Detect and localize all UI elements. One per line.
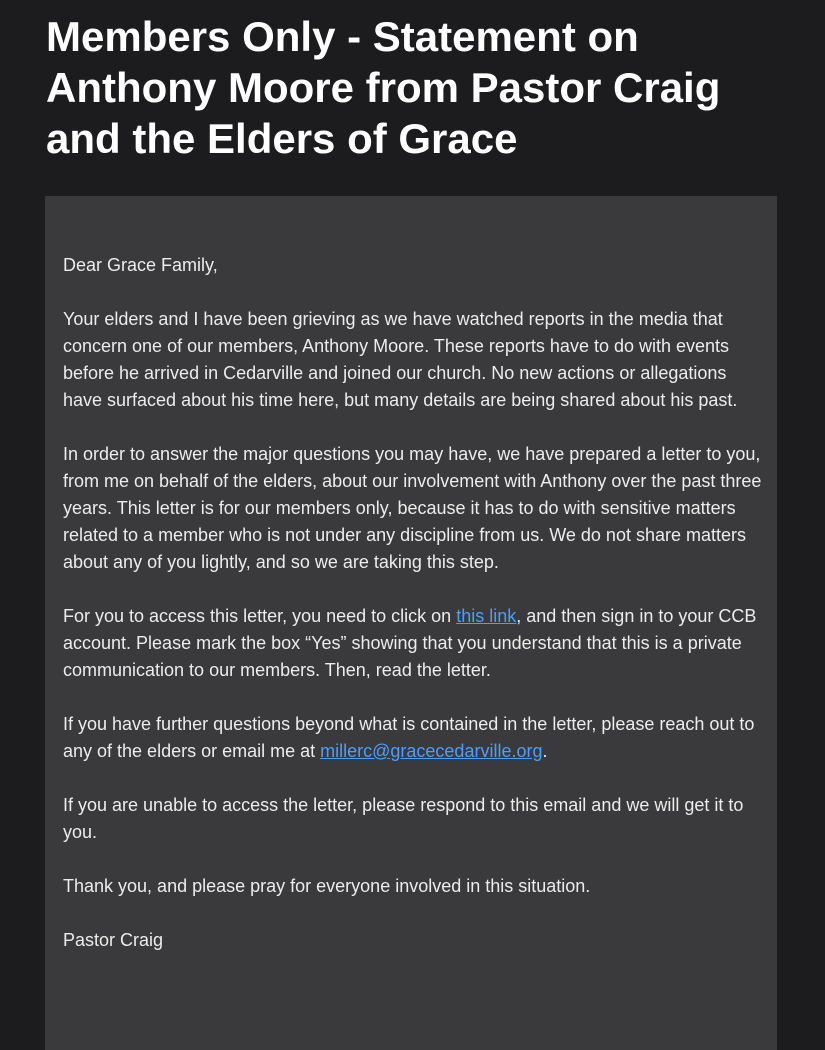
paragraph-reports: Your elders and I have been grieving as we have watched reports in the media that concern one of our members, Anthony Moore. These reports have to do with events before he arrived in Cedarville and joined our church. No new actions or allegations have surfaced about his time here, but many details are being shared about his past.: [63, 309, 738, 410]
questions-text-before: If you have further questions beyond what is contained in the letter, please reach out to any of the elders or email me at: [63, 714, 755, 761]
questions-text-after: .: [542, 741, 548, 761]
letter-link[interactable]: this link: [456, 606, 517, 626]
paragraph-questions: [63, 711, 763, 765]
email-greeting: Dear Grace Family,: [63, 255, 218, 275]
paragraph-thanks: Thank you, and please pray for everyone involved in this situation.: [63, 876, 591, 896]
access-text-before: For you to access this letter, you need to click on: [63, 606, 457, 626]
email-link[interactable]: millerc@gracecedarville.org: [320, 741, 543, 761]
access-text-after: , and then sign in to your CCB account. Please mark the box “Yes” showing that you understand that this is a private communication to our members. Then, read the letter.: [63, 606, 757, 680]
email-body-card: [45, 196, 777, 1050]
email-body: [63, 252, 763, 981]
email-signature: Pastor Craig: [63, 930, 164, 950]
paragraph-letter: In order to answer the major questions you may have, we have prepared a letter to you, from me on behalf of the elders, about our involvement with Anthony over the past three years. This letter is for our members only, because it has to do with sensitive matters related to a member who is not under any discipline from us. We do not share matters about any of you lightly, and so we are taking this step.: [63, 444, 762, 572]
email-subject: Members Only - Statement on Anthony Moore from Pastor Craig and the Elders of Grace: [46, 13, 721, 162]
paragraph-unable: If you are unable to access the letter, please respond to this email and we will get it to you.: [63, 795, 744, 842]
paragraph-access: [63, 603, 763, 684]
